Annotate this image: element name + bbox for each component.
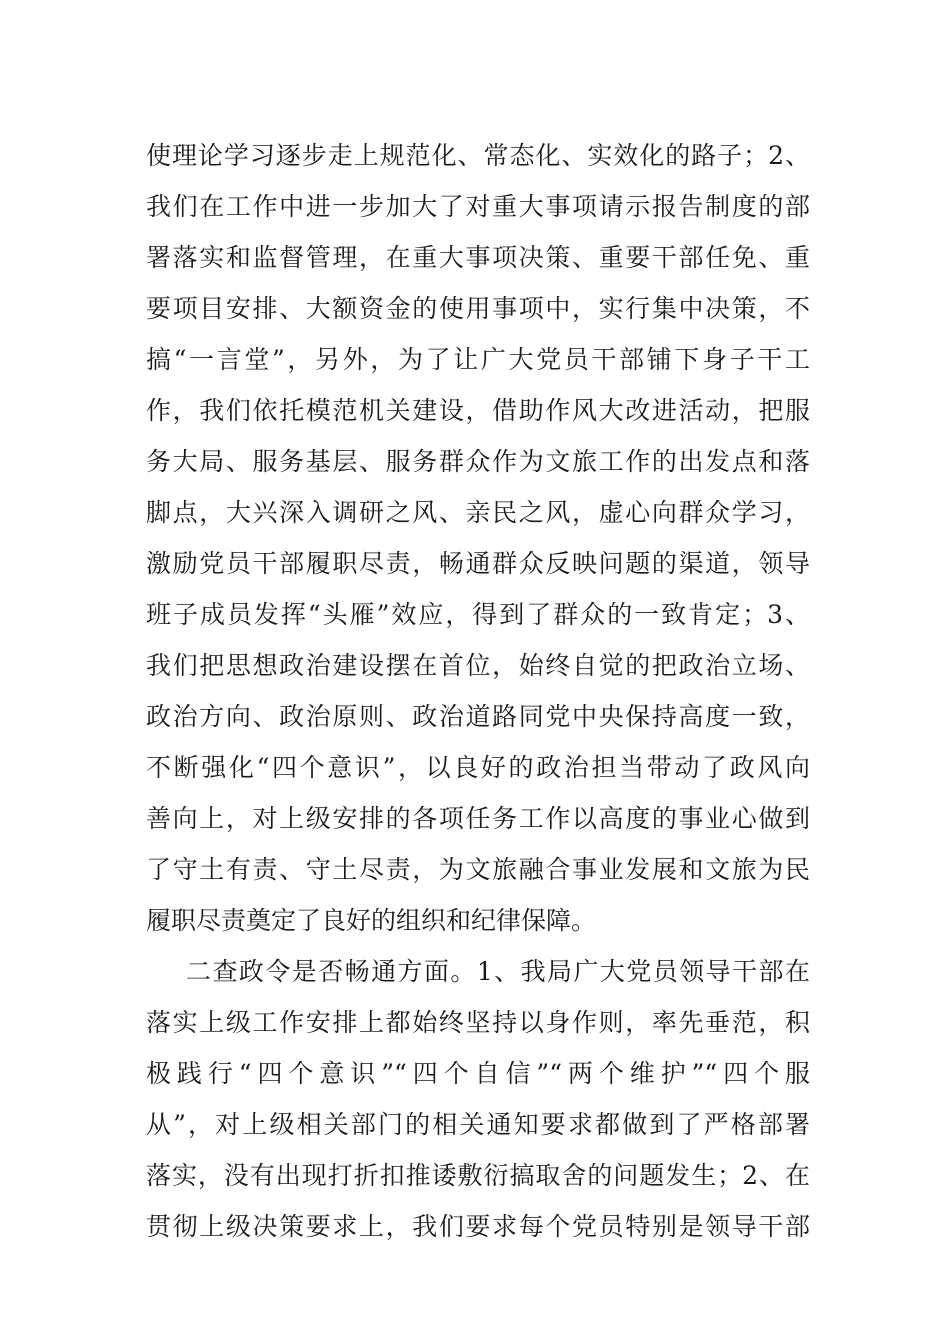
text-line: 搞“一言堂”，另外，为了让广大党员干部铺下身子干工 bbox=[146, 345, 810, 374]
text-line: 班子成员发挥“头雁”效应，得到了群众的一致肯定；3、 bbox=[146, 600, 810, 629]
text-line: 我们把思想政治建设摆在首位，始终自觉的把政治立场、 bbox=[146, 651, 810, 680]
text-line: 作，我们依托模范机关建设，借助作风大改进活动，把服 bbox=[146, 396, 810, 425]
text-line: 善向上，对上级安排的各项任务工作以高度的事业心做到 bbox=[146, 804, 810, 833]
paragraph-start-line: 二查政令是否畅通方面。1、我局广大党员领导干部在 bbox=[186, 957, 810, 986]
body-text bbox=[146, 130, 810, 1252]
text-line: 脚点，大兴深入调研之风、亲民之风，虚心向群众学习， bbox=[146, 498, 810, 527]
text-line: 不断强化“四个意识”，以良好的政治担当带动了政风向 bbox=[146, 753, 810, 782]
text-line: 我们在工作中进一步加大了对重大事项请示报告制度的部 bbox=[146, 192, 810, 221]
text-line: 要项目安排、大额资金的使用事项中，实行集中决策，不 bbox=[146, 294, 810, 323]
text-line: 务大局、服务基层、服务群众作为文旅工作的出发点和落 bbox=[146, 447, 810, 476]
text-line: 署落实和监督管理，在重大事项决策、重要干部任免、重 bbox=[146, 243, 810, 272]
text-line: 激励党员干部履职尽责，畅通群众反映问题的渠道，领导 bbox=[146, 549, 810, 578]
text-line: 贯彻上级决策要求上，我们要求每个党员特别是领导干部 bbox=[146, 1212, 810, 1241]
text-line: 落实，没有出现打折扣推诿敷衍搞取舍的问题发生；2、在 bbox=[146, 1161, 810, 1190]
text-line: 从”，对上级相关部门的相关通知要求都做到了严格部署 bbox=[146, 1110, 810, 1139]
text-line: 政治方向、政治原则、政治道路同党中央保持高度一致， bbox=[146, 702, 810, 731]
text-line: 了守土有责、守土尽责，为文旅融合事业发展和文旅为民 bbox=[146, 855, 810, 884]
paragraph-end-line: 履职尽责奠定了良好的组织和纪律保障。 bbox=[146, 906, 597, 935]
text-line: 落实上级工作安排上都始终坚持以身作则，率先垂范，积 bbox=[146, 1008, 810, 1037]
text-line: 使理论学习逐步走上规范化、常态化、实效化的路子；2、 bbox=[146, 141, 810, 170]
text-line: 极践行“四个意识”“四个自信”“两个维护”“四个服 bbox=[146, 1059, 810, 1088]
